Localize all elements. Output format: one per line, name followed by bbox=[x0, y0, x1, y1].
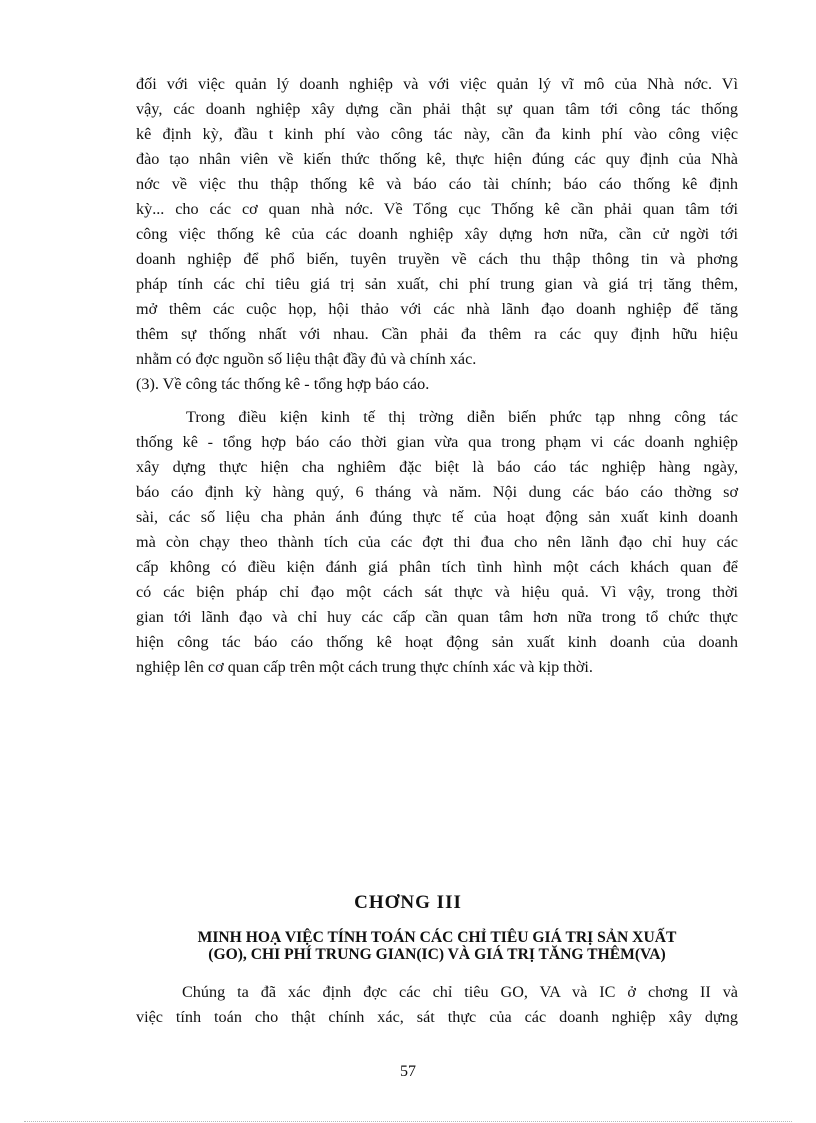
paragraph-chapter-intro bbox=[136, 980, 738, 1030]
text-line: báo cáo định kỳ hàng quý, 6 tháng và năm. Nội dung các báo cáo thờng sơ bbox=[136, 483, 738, 501]
text-line: đối với việc quản lý doanh nghiệp và với việc quản lý vĩ mô của Nhà nớc. Vì bbox=[136, 75, 738, 93]
text-line: vậy, các doanh nghiệp xây dựng cần phải thật sự quan tâm tới công tác thống bbox=[136, 100, 738, 118]
page-number: 57 bbox=[400, 1063, 416, 1080]
text-line: thống kê - tổng hợp báo cáo thời gian vừa qua trong phạm vi các doanh nghiệp bbox=[136, 433, 738, 451]
page-bottom-border bbox=[24, 1121, 792, 1122]
text-line: Trong điều kiện kinh tế thị trờng diễn biến phức tạp nhng công tác bbox=[186, 408, 738, 426]
chapter-subtitle-line-2: (GO), CHI PHÍ TRUNG GIAN(IC) VÀ GIÁ TRỊ TĂNG THÊM(VA) bbox=[208, 946, 666, 963]
text-line: nớc về việc thu thập thống kê và báo cáo tài chính; báo cáo thống kê định bbox=[136, 175, 738, 193]
paragraph-reporting-work bbox=[136, 405, 738, 680]
text-line: hiện công tác báo cáo thống kê hoạt động sản xuất kinh doanh của doanh bbox=[136, 633, 738, 651]
text-line: gian tới lãnh đạo và chỉ huy các cấp cần quan tâm hơn nữa trong tổ chức thực bbox=[136, 608, 738, 626]
text-line: có các biện pháp chỉ đạo một cách sát thực và hiệu quả. Vì vậy, trong thời bbox=[136, 583, 738, 601]
text-line: mà còn chạy theo thành tích của các đợt thi đua cho nên lãnh đạo chỉ huy các bbox=[136, 533, 738, 551]
text-line: đào tạo nhân viên về kiến thức thống kê, thực hiện đúng các quy định của Nhà bbox=[136, 150, 738, 168]
text-line: cấp không có điều kiện đánh giá phân tích tình hình một cách khách quan để bbox=[136, 558, 738, 576]
text-line: kê định kỳ, đầu t kinh phí vào công tác này, cần đa kinh phí vào công việc bbox=[136, 125, 738, 143]
text-line: công việc thống kê của các doanh nghiệp xây dựng hơn nữa, cần cử ngời tới bbox=[136, 225, 738, 243]
text-line: kỳ... cho các cơ quan nhà nớc. Về Tổng cục Thống kê cần phải quan tâm tới bbox=[136, 200, 738, 218]
text-line: xây dựng thực hiện cha nghiêm đặc biệt là báo cáo tác nghiệp hàng ngày, bbox=[136, 458, 738, 476]
text-line: doanh nghiệp để phổ biến, tuyên truyền về cách thu thập thông tin và phơng bbox=[136, 250, 738, 268]
text-line: thêm sự thống nhất với nhau. Cần phải đa thêm ra các quy định hữu hiệu bbox=[136, 325, 738, 343]
text-line: pháp tính các chỉ tiêu giá trị sản xuất, chi phí trung gian và giá trị tăng thêm, bbox=[136, 275, 738, 293]
section-heading: (3). Về công tác thống kê - tổng hợp báo cáo. bbox=[136, 375, 430, 393]
text-line: nhằm có đợc nguồn số liệu thật đầy đủ và chính xác. bbox=[136, 350, 477, 368]
text-line: mở thêm các cuộc họp, hội thảo với các nhà lãnh đạo doanh nghiệp để tăng bbox=[136, 300, 738, 318]
chapter-title: CHƠNG III bbox=[354, 892, 462, 913]
text-line: Chúng ta đã xác định đợc các chỉ tiêu GO, VA và IC ở chơng II và bbox=[182, 983, 738, 1001]
text-line: sài, các số liệu cha phản ánh đúng thực tế của hoạt động sản xuất kinh doanh bbox=[136, 508, 738, 526]
paragraph-statistics-recommendations bbox=[136, 72, 738, 397]
text-line: việc tính toán cho thật chính xác, sát thực của các doanh nghiệp xây dựng bbox=[136, 1008, 738, 1026]
chapter-subtitle-line-1: MINH HOẠ VIỆC TÍNH TOÁN CÁC CHỈ TIÊU GIÁ TRỊ SẢN XUẤT bbox=[197, 929, 677, 946]
text-line: nghiệp lên cơ quan cấp trên một cách trung thực chính xác và kịp thời. bbox=[136, 658, 593, 676]
